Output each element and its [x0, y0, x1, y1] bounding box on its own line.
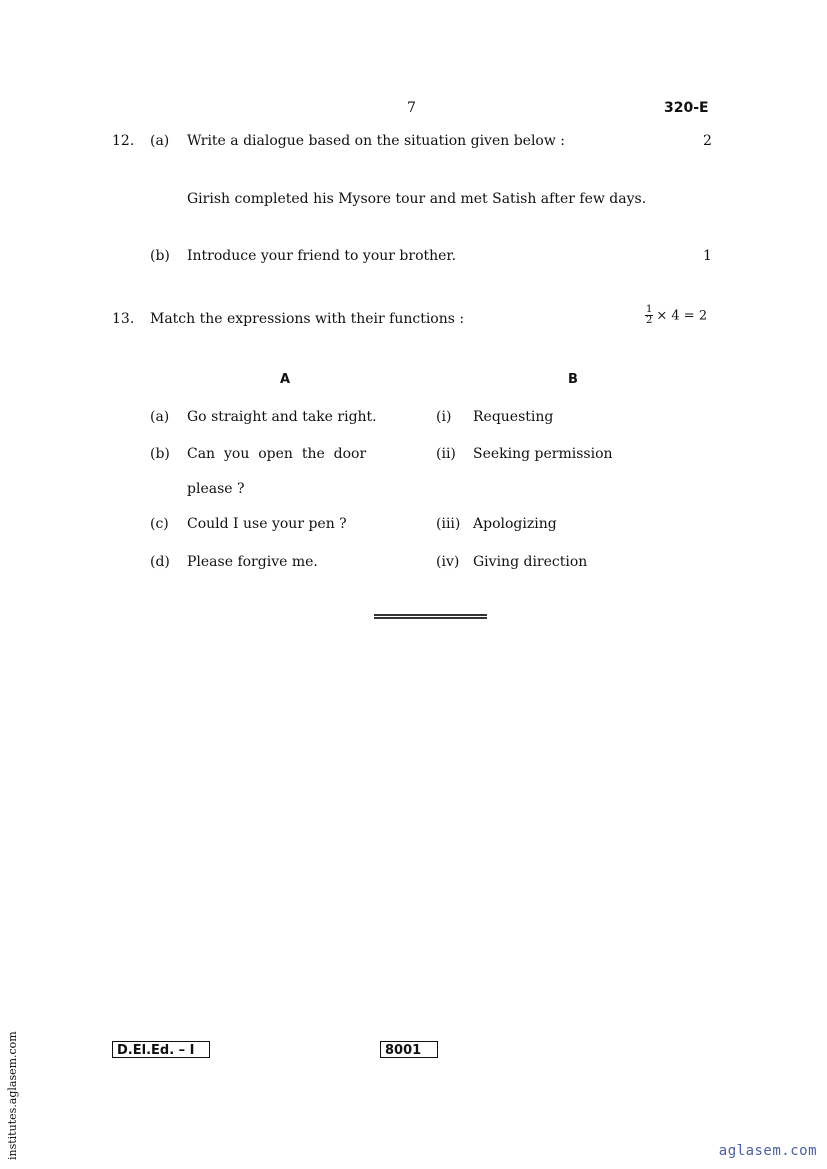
match-row-b-text: Can you open the door — [187, 446, 367, 462]
fraction-numerator: 1 — [646, 304, 653, 315]
column-b-heading: B — [568, 372, 578, 387]
end-of-paper-rule — [374, 614, 487, 619]
marks-fraction — [645, 305, 653, 326]
marks-expression: × 4 = 2 — [656, 308, 708, 324]
q12b-marks: 1 — [703, 248, 712, 264]
q12a-marks: 2 — [703, 133, 712, 149]
match-row-c-label: (c) — [150, 516, 169, 532]
match-row-a-text: Go straight and take right. — [187, 409, 377, 425]
match-row-d-label: (d) — [150, 554, 170, 570]
course-box: D.El.Ed. – I — [112, 1041, 210, 1058]
match-row-c-text: Could I use your pen ? — [187, 516, 347, 532]
match-row-d-text: Please forgive me. — [187, 554, 318, 570]
match-row-i-label: (i) — [436, 409, 452, 425]
page-number: 7 — [407, 100, 416, 116]
match-row-i-text: Requesting — [473, 409, 554, 425]
code-box: 8001 — [380, 1041, 438, 1058]
q12-situation: Girish completed his Mysore tour and met Satish after few days. — [187, 191, 647, 207]
match-row-b-text-cont: please ? — [187, 481, 245, 497]
q12b-label: (b) — [150, 248, 170, 264]
q13-number: 13. — [112, 311, 135, 327]
match-row-iv-text: Giving direction — [473, 554, 588, 570]
q12-number: 12. — [112, 133, 135, 149]
match-row-ii-text: Seeking permission — [473, 446, 613, 462]
side-watermark: institutes.aglasem.com — [6, 1031, 19, 1160]
q12b-text: Introduce your friend to your brother. — [187, 248, 457, 264]
q12a-text: Write a dialogue based on the situation given below : — [187, 133, 566, 149]
q13-marks — [645, 305, 707, 326]
q13-text: Match the expressions with their functions : — [150, 311, 465, 327]
match-row-ii-label: (ii) — [436, 446, 456, 462]
paper-code: 320-E — [664, 100, 709, 116]
fraction-denominator: 2 — [646, 315, 653, 326]
watermark-link[interactable]: aglasem.com — [718, 1143, 817, 1159]
match-row-iii-label: (iii) — [436, 516, 461, 532]
q12a-label: (a) — [150, 133, 170, 149]
match-row-iii-text: Apologizing — [473, 516, 557, 532]
match-row-a-label: (a) — [150, 409, 170, 425]
match-row-iv-label: (iv) — [436, 554, 460, 570]
match-row-b-label: (b) — [150, 446, 170, 462]
column-a-heading: A — [280, 372, 291, 387]
